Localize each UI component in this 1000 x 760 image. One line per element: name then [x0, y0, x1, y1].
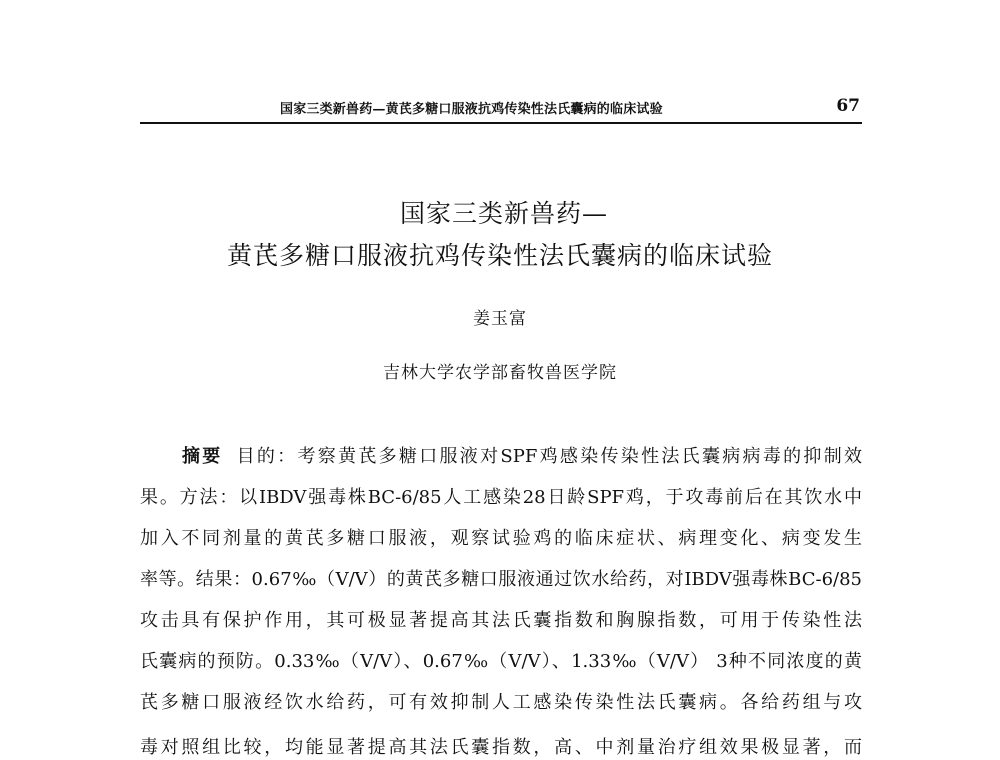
- page-number: 67: [836, 96, 860, 116]
- abstract-label: 摘要: [182, 446, 223, 467]
- abstract-line-3: 加入不同剂量的黄芪多糖口服液，观察试验鸡的临床症状、病理变化、病变发生: [140, 528, 862, 549]
- article-title-line-1: 国家三类新兽药—: [399, 199, 608, 228]
- abstract-line-1: [182, 445, 862, 469]
- abstract-line-7: 芪多糖口服液经饮水给药，可有效抑制人工感染传染性法氏囊病。各给药组与攻: [140, 692, 862, 713]
- running-head: [140, 96, 862, 124]
- abstract-line-6: 氏囊病的预防。0.33‰（V/V）、0.67‰（V/V）、1.33‰（V/V） 3种不同浓度的黄: [140, 651, 862, 672]
- abstract-text-line-1: 目的：考察黄芪多糖口服液对SPF鸡感染传染性法氏囊病病毒的抑制效: [236, 446, 863, 467]
- author-name: 姜玉富: [473, 309, 527, 329]
- abstract-line-8: 毒对照组比较，均能显著提高其法氏囊指数，高、中剂量治疗组效果极显著，而: [140, 737, 862, 758]
- article-title-line-2: 黄芪多糖口服液抗鸡传染性法氏囊病的临床试验: [226, 241, 773, 270]
- running-head-title: 国家三类新兽药—黄芪多糖口服液抗鸡传染性法氏囊病的临床试验: [280, 102, 663, 117]
- abstract-line-4: 率等。结果：0.67‰（V/V）的黄芪多糖口服液通过饮水给药，对IBDV强毒株BC-6/85: [140, 569, 862, 590]
- author-affiliation: 吉林大学农学部畜牧兽医学院: [383, 363, 617, 383]
- abstract-line-5: 攻击具有保护作用，其可极显著提高其法氏囊指数和胸腺指数，可用于传染性法: [140, 610, 862, 631]
- abstract-line-2: 果。方法：以IBDV强毒株BC-6/85人工感染28日龄SPF鸡，于攻毒前后在其饮水中: [140, 487, 862, 508]
